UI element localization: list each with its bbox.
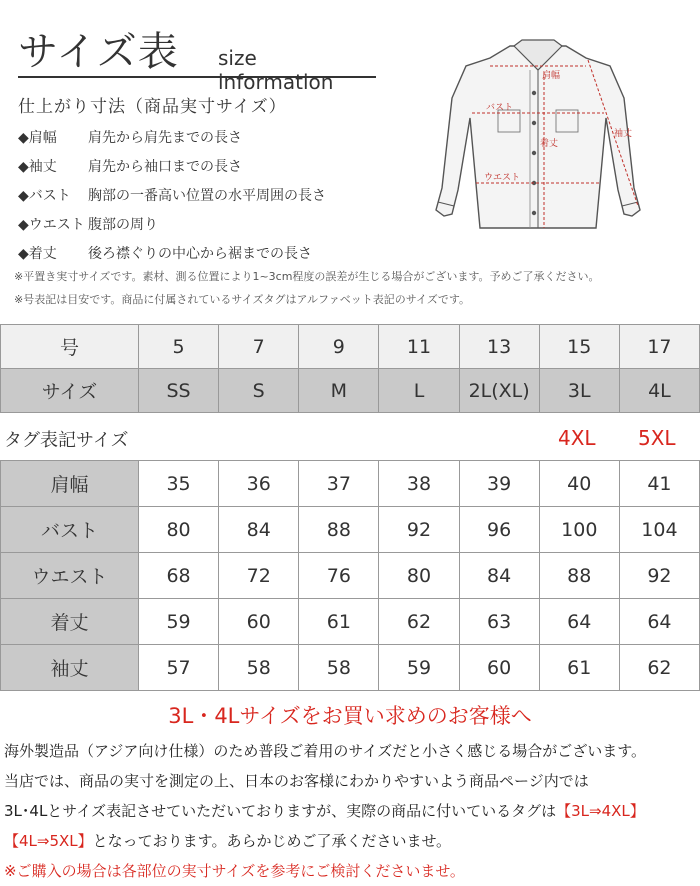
definition-item (18, 209, 438, 238)
tag-size-label: タグ表記サイズ (4, 430, 129, 451)
table-row (1, 599, 700, 645)
size-cell: 4L (619, 369, 699, 413)
table-cell: 64 (539, 599, 619, 645)
table-cell: 84 (219, 507, 299, 553)
shirt-diagram (418, 38, 658, 258)
row-label: 号 (1, 325, 139, 369)
size-cell: S (219, 369, 299, 413)
definition-term: ◆ウエスト (18, 216, 85, 233)
table-cell: 58 (219, 645, 299, 691)
size-cell: M (299, 369, 379, 413)
number-cell: 5 (139, 325, 219, 369)
table-cell: 61 (539, 645, 619, 691)
definition-term: ◆着丈 (18, 245, 57, 262)
tag-size-15: 4XL (558, 426, 596, 450)
table-cell: 84 (459, 553, 539, 599)
table-cell: 41 (619, 461, 699, 507)
number-cell: 13 (459, 325, 539, 369)
label-sleeve: 袖丈 (614, 129, 633, 139)
table-cell: 60 (219, 599, 299, 645)
number-cell: 9 (299, 325, 379, 369)
definition-item (18, 180, 438, 209)
definition-desc: 肩先から肩先までの長さ (88, 129, 242, 146)
size-table (0, 324, 700, 413)
definition-desc: 腹部の周り (88, 216, 158, 233)
size-cell: SS (139, 369, 219, 413)
note-1: ※平置き実寸サイズです。素材、測る位置により1~3cm程度の誤差が生じる場合がございます。予めご了承ください。 (14, 270, 600, 283)
table-cell: 92 (379, 507, 459, 553)
table-row (1, 645, 700, 691)
table-cell: 63 (459, 599, 539, 645)
notice-line (4, 796, 698, 826)
table-cell: 64 (619, 599, 699, 645)
notice-heading: 3L・4Lサイズをお買い求めのお客様へ (168, 704, 532, 728)
measurement-table (0, 460, 700, 691)
table-row-number (1, 325, 700, 369)
definition-desc: 肩先から袖口までの長さ (88, 158, 242, 175)
table-cell: 72 (219, 553, 299, 599)
number-cell: 17 (619, 325, 699, 369)
definition-item (18, 151, 438, 180)
table-cell: 61 (299, 599, 379, 645)
label-bust: バスト (486, 103, 514, 113)
definition-term: ◆肩幅 (18, 129, 57, 146)
notice-line: 海外製造品（アジア向け仕様）のため普段ご着用のサイズだと小さく感じる場合がございます。 (4, 742, 647, 760)
tag-size-row (0, 416, 700, 456)
definition-item (18, 238, 438, 267)
page-header (18, 14, 376, 94)
label-shoulder: 肩幅 (542, 71, 561, 81)
table-cell: 35 (139, 461, 219, 507)
table-cell: 76 (299, 553, 379, 599)
table-cell: 58 (299, 645, 379, 691)
size-cell: 3L (539, 369, 619, 413)
table-row (1, 461, 700, 507)
number-cell: 15 (539, 325, 619, 369)
notice-line (4, 826, 698, 856)
label-waist: ウエスト (484, 173, 521, 183)
page-title: サイズ表 (18, 29, 179, 75)
section-subtitle: 仕上がり寸法（商品実寸サイズ） (18, 97, 287, 117)
table-cell: 104 (619, 507, 699, 553)
table-cell: 59 (139, 599, 219, 645)
table-cell: 37 (299, 461, 379, 507)
table-cell: 40 (539, 461, 619, 507)
definition-term: ◆バスト (18, 187, 71, 204)
page-title-en: size information (218, 46, 334, 94)
row-label: 肩幅 (1, 461, 139, 507)
size-cell: 2L(XL) (459, 369, 539, 413)
table-row (1, 507, 700, 553)
notice-text: となっております。あらかじめご了承くださいませ。 (92, 832, 452, 850)
number-cell: 7 (219, 325, 299, 369)
table-cell: 68 (139, 553, 219, 599)
notice-warning: ※ご購入の場合は各部位の実寸サイズを参考にご検討くださいませ。 (4, 862, 465, 880)
table-cell: 88 (299, 507, 379, 553)
table-cell: 60 (459, 645, 539, 691)
notice-body (4, 736, 698, 886)
table-cell: 57 (139, 645, 219, 691)
row-label: バスト (1, 507, 139, 553)
table-cell: 80 (379, 553, 459, 599)
row-label: サイズ (1, 369, 139, 413)
notice-text: 3L･4Lとサイズ表記させていただいておりますが、実際の商品に付いているタグは (4, 802, 557, 820)
notice-highlight: 【4L⇒5XL】 (4, 832, 93, 850)
table-cell: 39 (459, 461, 539, 507)
table-cell: 96 (459, 507, 539, 553)
definition-desc: 胸部の一番高い位置の水平周囲の長さ (88, 187, 326, 204)
note-2: ※号表記は目安です。商品に付属されているサイズタグはアルファベット表記のサイズです。 (14, 293, 471, 306)
table-cell: 100 (539, 507, 619, 553)
definition-item (18, 122, 438, 151)
size-cell: L (379, 369, 459, 413)
table-cell: 62 (379, 599, 459, 645)
table-cell: 62 (619, 645, 699, 691)
table-row-size (1, 369, 700, 413)
table-cell: 36 (219, 461, 299, 507)
definition-list (18, 122, 438, 267)
definition-desc: 後ろ襟ぐりの中心から裾までの長さ (88, 245, 312, 262)
table-cell: 59 (379, 645, 459, 691)
table-row (1, 553, 700, 599)
tag-size-17: 5XL (638, 426, 676, 450)
row-label: ウエスト (1, 553, 139, 599)
table-cell: 38 (379, 461, 459, 507)
table-cell: 80 (139, 507, 219, 553)
row-label: 着丈 (1, 599, 139, 645)
table-cell: 88 (539, 553, 619, 599)
table-cell: 92 (619, 553, 699, 599)
label-length: 着丈 (540, 139, 559, 149)
number-cell: 11 (379, 325, 459, 369)
definition-term: ◆袖丈 (18, 158, 57, 175)
notice-line: 当店では、商品の実寸を測定の上、日本のお客様にわかりやすいよう商品ページ内では (4, 772, 589, 790)
notice-highlight: 【3L⇒4XL】 (556, 802, 645, 820)
row-label: 袖丈 (1, 645, 139, 691)
